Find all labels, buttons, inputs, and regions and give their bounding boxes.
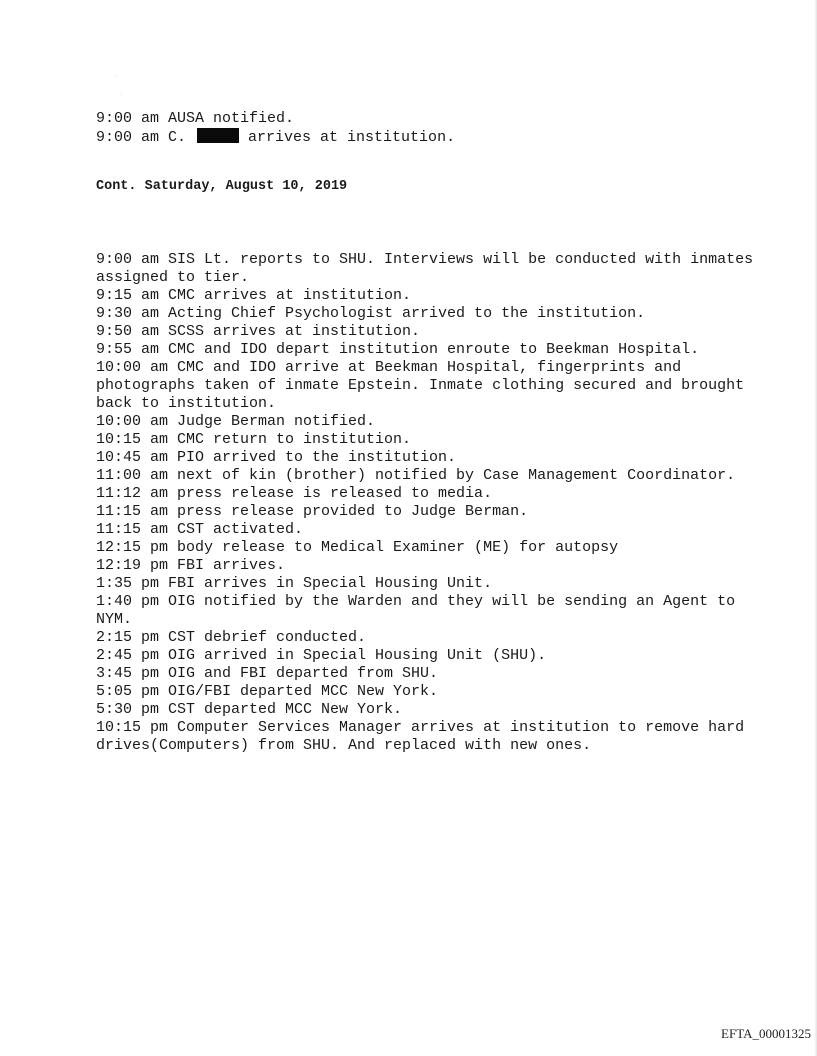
log-entry: 5:30 pm CST departed MCC New York. [96, 701, 403, 718]
top-entries [96, 110, 455, 147]
log-entry: 10:00 am Judge Berman notified. [96, 413, 376, 430]
log-entry: 2:45 pm OIG arrived in Special Housing Unit (SHU). [96, 647, 547, 664]
scan-speck: · [120, 90, 123, 99]
log-entry: 11:12 am press release is released to media. [96, 485, 493, 502]
redaction-block [197, 128, 239, 143]
log-entry: 12:19 pm FBI arrives. [96, 557, 286, 574]
log-entry: 9:30 am Acting Chief Psychologist arrived to the institution. [96, 305, 646, 322]
entry-arrival-redacted [96, 128, 455, 147]
log-entry: 10:15 pm Computer Services Manager arrives at institution to remove hard drives(Computers) from SHU. And replaced with new ones. [96, 719, 745, 754]
log-entry: 10:45 am PIO arrived to the institution. [96, 449, 457, 466]
log-entry: 10:15 am CMC return to institution. [96, 431, 412, 448]
log-entry: 5:05 pm OIG/FBI departed MCC New York. [96, 683, 439, 700]
log-entry: 1:40 pm OIG notified by the Warden and they will be sending an Agent to NYM. [96, 593, 736, 628]
timeline-log [96, 251, 756, 755]
document-id-footer: EFTA_00001325 [721, 1026, 811, 1041]
log-entry: 1:35 pm FBI arrives in Special Housing Unit. [96, 575, 493, 592]
log-entry: 2:15 pm CST debrief conducted. [96, 629, 367, 646]
log-entry: 9:50 am SCSS arrives at institution. [96, 323, 421, 340]
log-entry: 9:15 am CMC arrives at institution. [96, 287, 412, 304]
log-entry: 10:00 am CMC and IDO arrive at Beekman Hospital, fingerprints and photographs taken of inmate Epstein. Inmate clothing secured and brought back to institution. [96, 359, 745, 412]
entry-ausa-notified: 9:00 am AUSA notified. [96, 110, 295, 127]
scan-speck: · [114, 72, 117, 81]
log-entry: 11:15 am CST activated. [96, 521, 304, 538]
entry-prefix: 9:00 am C. [96, 129, 196, 146]
log-entry: 9:00 am SIS Lt. reports to SHU. Interviews will be conducted with inmates assigned to tier. [96, 251, 754, 286]
log-entry: 9:55 am CMC and IDO depart institution enroute to Beekman Hospital. [96, 341, 700, 358]
log-entry: 11:15 am press release provided to Judge Berman. [96, 503, 529, 520]
date-heading: Cont. Saturday, August 10, 2019 [96, 179, 348, 194]
log-entry: 11:00 am next of kin (brother) notified by Case Management Coordinator. [96, 467, 736, 484]
log-entry: 12:15 pm body release to Medical Examiner (ME) for autopsy [96, 539, 619, 556]
entry-suffix: arrives at institution. [239, 129, 456, 146]
log-entry: 3:45 pm OIG and FBI departed from SHU. [96, 665, 439, 682]
